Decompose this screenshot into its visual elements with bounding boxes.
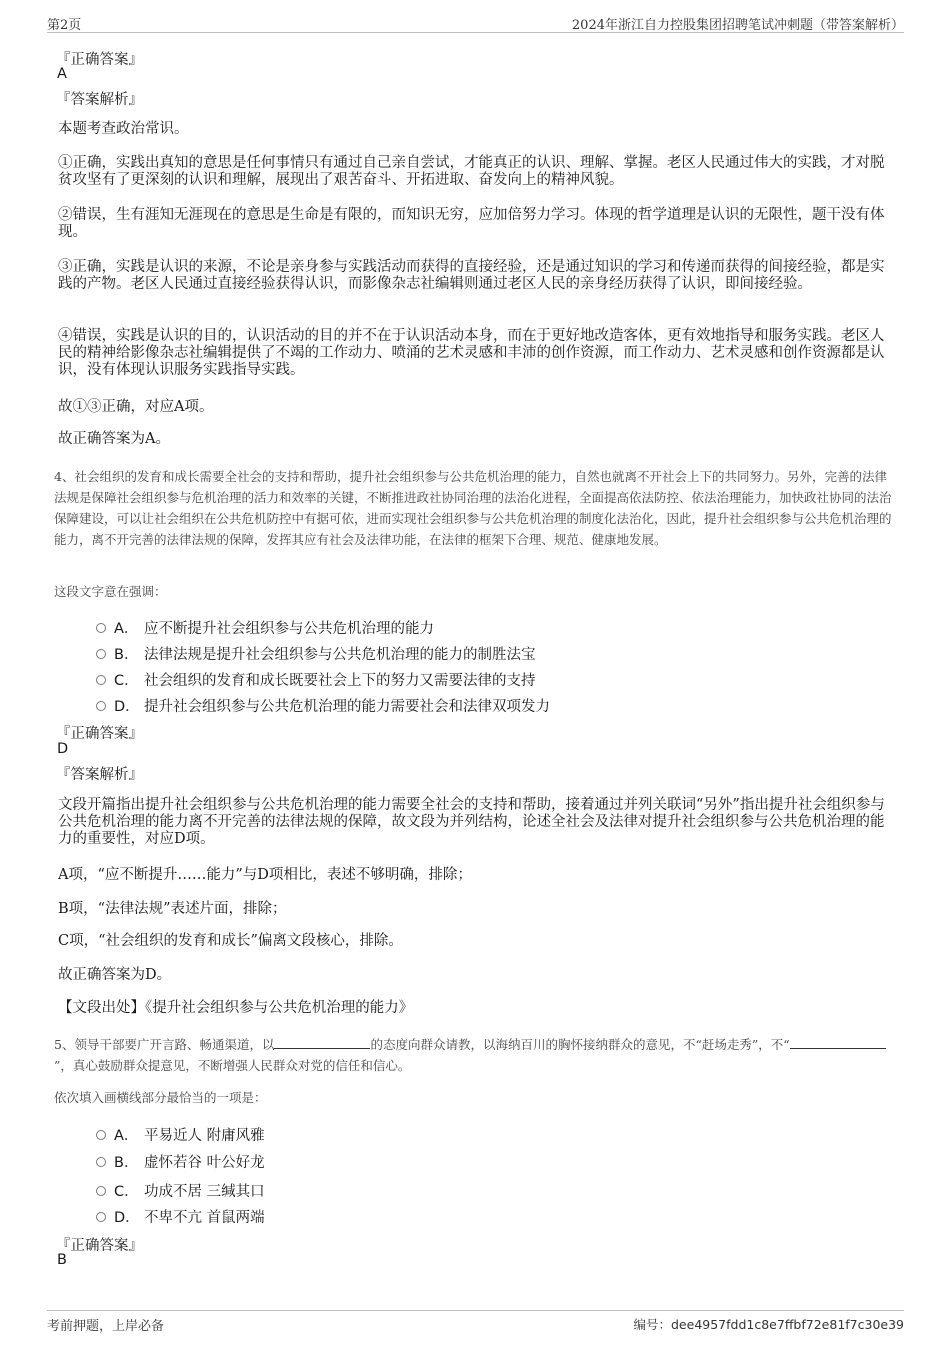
document-code: 编号：dee4957fdd1c8e7ffbf72e81f7c30e39 (633, 1317, 904, 1332)
q3-analysis-paragraph: ②错误，生有涯知无涯现在的意思是生命是有限的，而知识无穷，应加倍努力学习。体现的哲学道理是认识的无限性，题干没有体现。 (58, 207, 885, 240)
radio-icon[interactable] (96, 1212, 106, 1222)
q4-subquestion: 这段文字意在强调： (54, 584, 167, 599)
q4-option-d[interactable]: D． 提升社会组织参与公共危机治理的能力需要社会和法律双项发力 (96, 695, 550, 716)
fill-blank (274, 1036, 370, 1049)
q5-option-b[interactable]: B． 虚怀若谷 叶公好龙 (96, 1151, 265, 1172)
radio-icon[interactable] (96, 623, 106, 633)
radio-icon[interactable] (96, 649, 106, 659)
q4-answer: D (57, 741, 69, 757)
q4-analysis-paragraph: B项，“法律法规”表述片面，排除； (58, 901, 287, 917)
radio-icon[interactable] (96, 1186, 106, 1196)
q4-analysis-paragraph: C项，“社会组织的发育和成长”偏离文段核心，排除。 (58, 933, 403, 949)
page-footer (47, 1310, 904, 1333)
document-title: 2024年浙江自力控股集团招聘笔试冲刺题（带答案解析） (571, 18, 904, 33)
q4-option-b[interactable]: B． 法律法规是提升社会组织参与公共危机治理的能力的制胜法宝 (96, 643, 536, 664)
radio-icon[interactable] (96, 701, 106, 711)
radio-icon[interactable] (96, 1130, 106, 1140)
q3-analysis-paragraph: ④错误，实践是认识的目的，认识活动的目的并不在于认识活动本身，而在于更好地改造客体，更有效地指导和服务实践。老区人民的精神给影像杂志社编辑提供了不竭的工作动力、喷涌的艺术灵感和丰沛的创作资源，而工作动力、艺术灵感和创作资源都是认识，没有体现认识服务实践指导实践。 (58, 328, 885, 378)
q5-option-c[interactable]: C． 功成不居 三缄其口 (96, 1180, 265, 1201)
q4-option-a[interactable]: A． 应不断提升社会组织参与公共危机治理的能力 (96, 617, 434, 638)
q3-answer: A (57, 66, 67, 82)
q5-stem: 5、领导干部要广开言路、畅通渠道，以 的态度向群众请教，以海纳百川的胸怀接纳群众的意见，不“赶场走秀”，不“”，真心鼓励群众提意见，不断增强人民群众对党的信任和信心。 (54, 1034, 896, 1076)
q5-subquestion: 依次填入画横线部分最恰当的一项是： (54, 1090, 267, 1105)
q5-answer-label: 『正确答案』 (56, 1238, 143, 1254)
fill-blank (790, 1036, 886, 1049)
q4-stem: 4、社会组织的发育和成长需要全社会的支持和帮助，提升社会组织参与公共危机治理的能力，自然也就离不开社会上下的共同努力。另外，完善的法律法规是保障社会组织参与危机治理的活力和效率的关键，不断推进政社协同治理的法治化进程，全面提高依法防控、依法治理能力，加快政社协同的法治保障建设，可以让社会组织在公共危机防控中有据可依，进而实现社会组织参与公共危机治理的制度化法治化，因此，提升社会组织参与公共危机治理的能力，离不开完善的法律法规的保障，发挥其应有社会及法律功能，在法律的框架下合理、规范、健康地发展。 (54, 469, 892, 547)
q4-answer-label: 『正确答案』 (56, 726, 143, 742)
q4-analysis-label: 『答案解析』 (56, 767, 143, 783)
q5-option-a[interactable]: A． 平易近人 附庸风雅 (96, 1124, 265, 1145)
q3-analysis-paragraph: 本题考查政治常识。 (58, 121, 189, 137)
radio-icon[interactable] (96, 675, 106, 685)
q4-analysis-paragraph: A项，“应不断提升……能力”与D项相比，表述不够明确，排除； (58, 867, 472, 883)
page-number: 第2页 (47, 18, 82, 33)
q3-analysis-paragraph: 故正确答案为A。 (58, 431, 170, 447)
page-header (47, 12, 904, 33)
footer-slogan: 考前押题，上岸必备 (47, 1319, 165, 1334)
q4-source: 【文段出处】《提升社会组织参与公共危机治理的能力》 (58, 1000, 414, 1016)
q3-analysis-label: 『答案解析』 (56, 92, 143, 108)
q3-analysis-paragraph: ①正确，实践出真知的意思是任何事情只有通过自己亲自尝试，才能真正的认识、理解、掌握。老区人民通过伟大的实践，才对脱贫攻坚有了更深刻的认识和理解，展现出了艰苦奋斗、开拓进取、奋发向上的精神风貌。 (58, 155, 885, 188)
q4-analysis-paragraph: 故正确答案为D。 (58, 967, 172, 983)
q5-option-d[interactable]: D． 不卑不亢 首鼠两端 (96, 1206, 265, 1227)
q3-answer-label: 『正确答案』 (56, 52, 143, 68)
q5-answer: B (57, 1252, 67, 1268)
q4-option-c[interactable]: C． 社会组织的发育和成长既要社会上下的努力又需要法律的支持 (96, 669, 536, 690)
radio-icon[interactable] (96, 1157, 106, 1167)
q3-analysis-paragraph: ③正确，实践是认识的来源，不论是亲身参与实践活动而获得的直接经验，还是通过知识的学习和传递而获得的间接经验，都是实践的产物。老区人民通过直接经验获得认识，而影像杂志社编辑则通过老区人民的亲身经历获得了认识，即间接经验。 (58, 259, 885, 292)
q3-analysis-paragraph: 故①③正确，对应A项。 (58, 399, 214, 415)
q4-analysis-paragraph: 文段开篇指出提升社会组织参与公共危机治理的能力需要全社会的支持和帮助，接着通过并列关联词“另外”指出提升社会组织参与公共危机治理的能力离不开完善的法律法规的保障，故文段为并列结构，论述全社会及法律对提升社会组织参与公共危机治理的能力的重要性，对应D项。 (58, 797, 885, 847)
